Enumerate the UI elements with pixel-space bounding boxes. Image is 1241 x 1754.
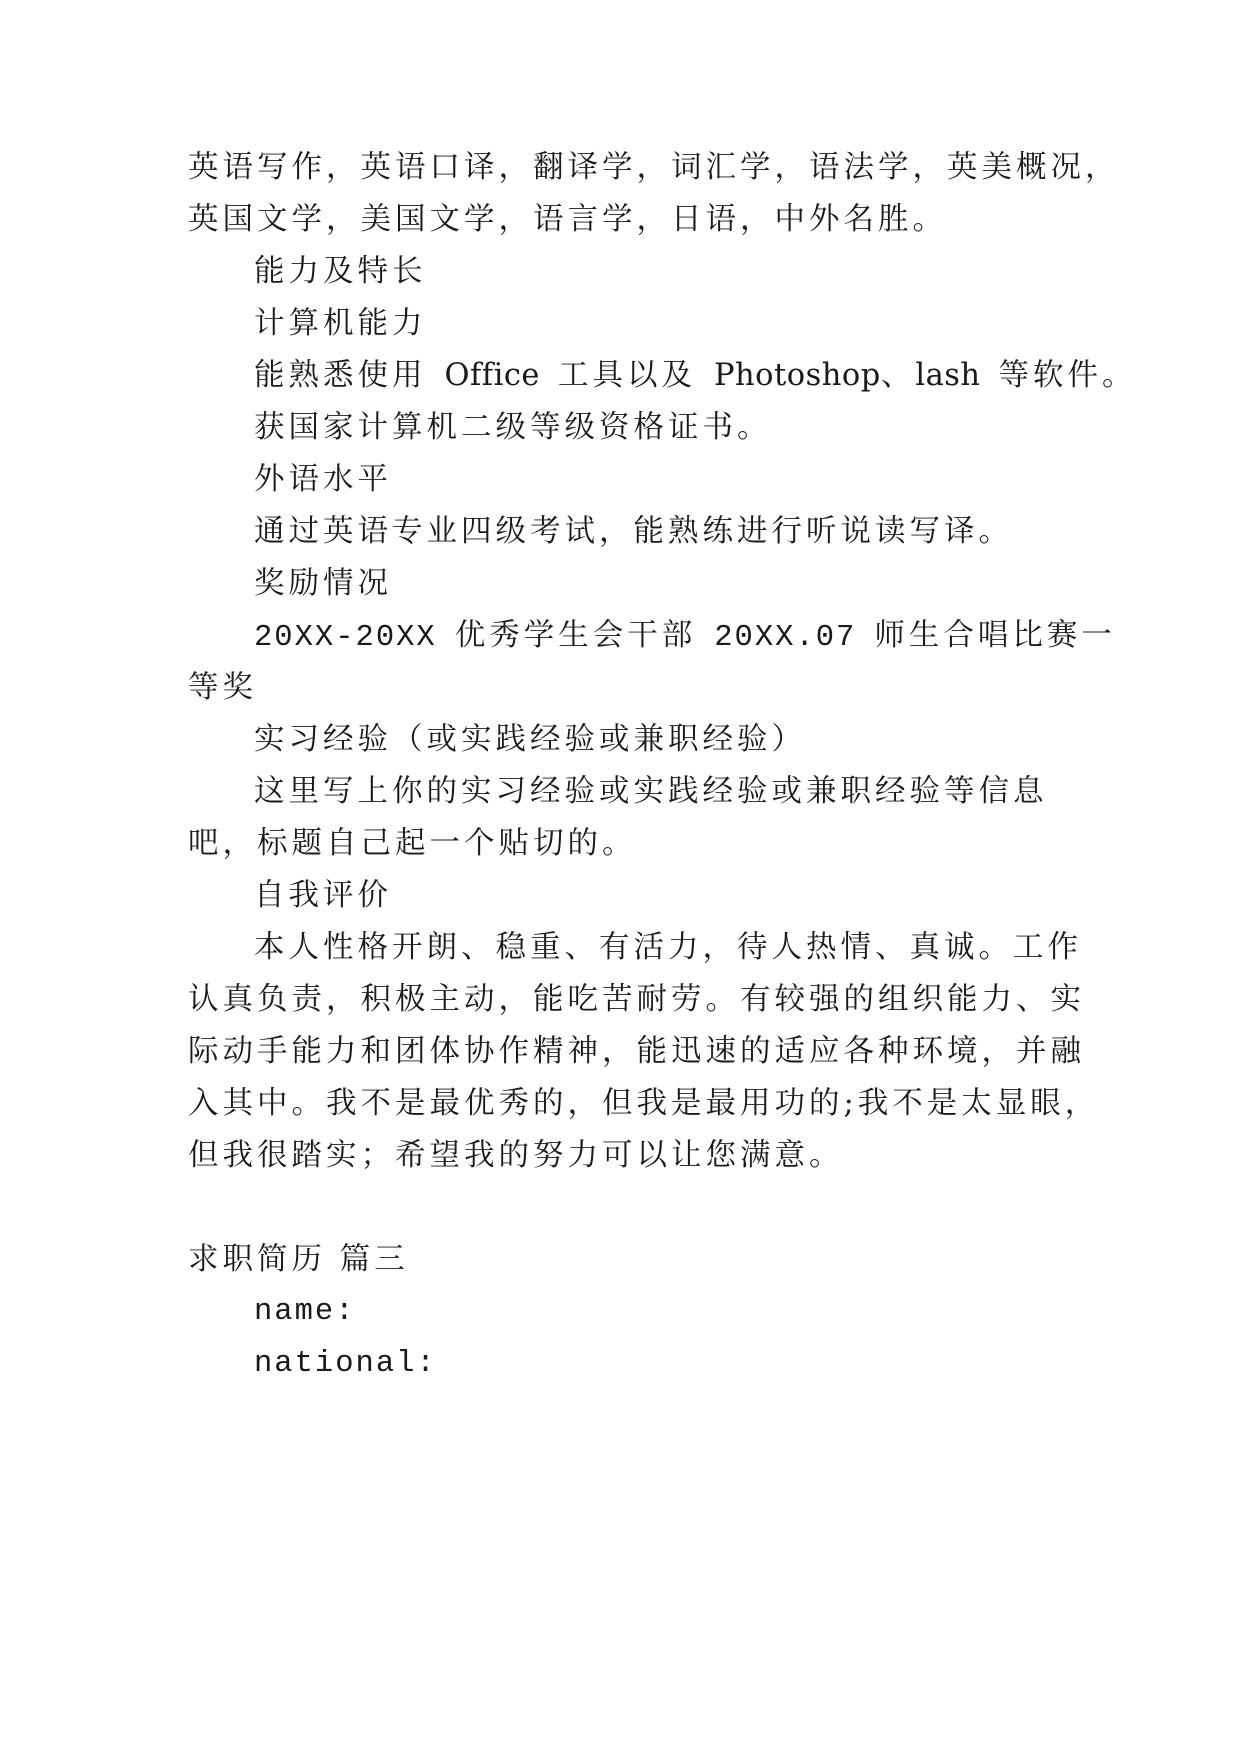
courses-line-2: 英国文学，美国文学，语言学，日语，中外名胜。 [188,202,947,237]
self-evaluation-line-1: 本人性格开朗、稳重、有活力，待人热情、真诚。工作 [254,930,1082,965]
intern-line-2: 吧，标题自己起一个贴切的。 [188,826,637,861]
language-text: 通过英语专业四级考试，能熟练进行听说读写译。 [254,514,1013,549]
awards-years: 20XX-20XX [254,621,437,655]
computer-skills-text-a: 能熟悉使用 [254,358,427,393]
computer-skills-text-b: 工具以及 [557,358,696,393]
section-title: 求职简历 篇三 [188,1242,409,1277]
self-evaluation-line-2: 认真负责，积极主动，能吃苦耐劳。有较强的组织能力、实 [188,982,1085,1017]
ability-heading: 能力及特长 [254,254,427,289]
intern-line-1: 这里写上你的实习经验或实践经验或兼职经验等信息 [254,774,1048,809]
awards-heading: 奖励情况 [254,566,392,601]
awards-line-1 [254,616,1116,656]
awards-text-b: 师生合唱比赛一 [874,618,1116,653]
computer-skills-line [254,356,1137,396]
computer-skills-text-d: 等软件。 [998,358,1137,393]
self-evaluation-line-4: 入其中。我不是最优秀的，但我是最用功的;我不是太显眼， [188,1086,1100,1121]
self-evaluation-line-3: 际动手能力和团体协作精神，能迅速的适应各种环境，并融 [188,1034,1085,1069]
language-heading: 外语水平 [254,462,392,497]
awards-line-2: 等奖 [188,670,257,705]
computer-certificate: 获国家计算机二级等级资格证书。 [254,410,772,445]
intern-heading: 实习经验（或实践经验或兼职经验） [254,722,806,757]
photoshop-term: Photoshop [713,358,881,393]
field-name-label: name: [254,1295,356,1329]
self-evaluation-line-5: 但我很踏实；希望我的努力可以让您满意。 [188,1138,844,1173]
computer-skills-sep: 、 [880,358,916,393]
computer-heading: 计算机能力 [254,306,427,341]
awards-date: 20XX.07 [714,621,857,655]
lash-term: lash [915,358,981,393]
office-term: Office [444,358,540,393]
field-national-label: national: [254,1347,437,1381]
awards-text-a: 优秀学生会干部 [454,618,697,653]
courses-line-1: 英语写作，英语口译，翻译学，词汇学，语法学，英美概况， [188,150,1120,185]
self-evaluation-heading: 自我评价 [254,878,392,913]
